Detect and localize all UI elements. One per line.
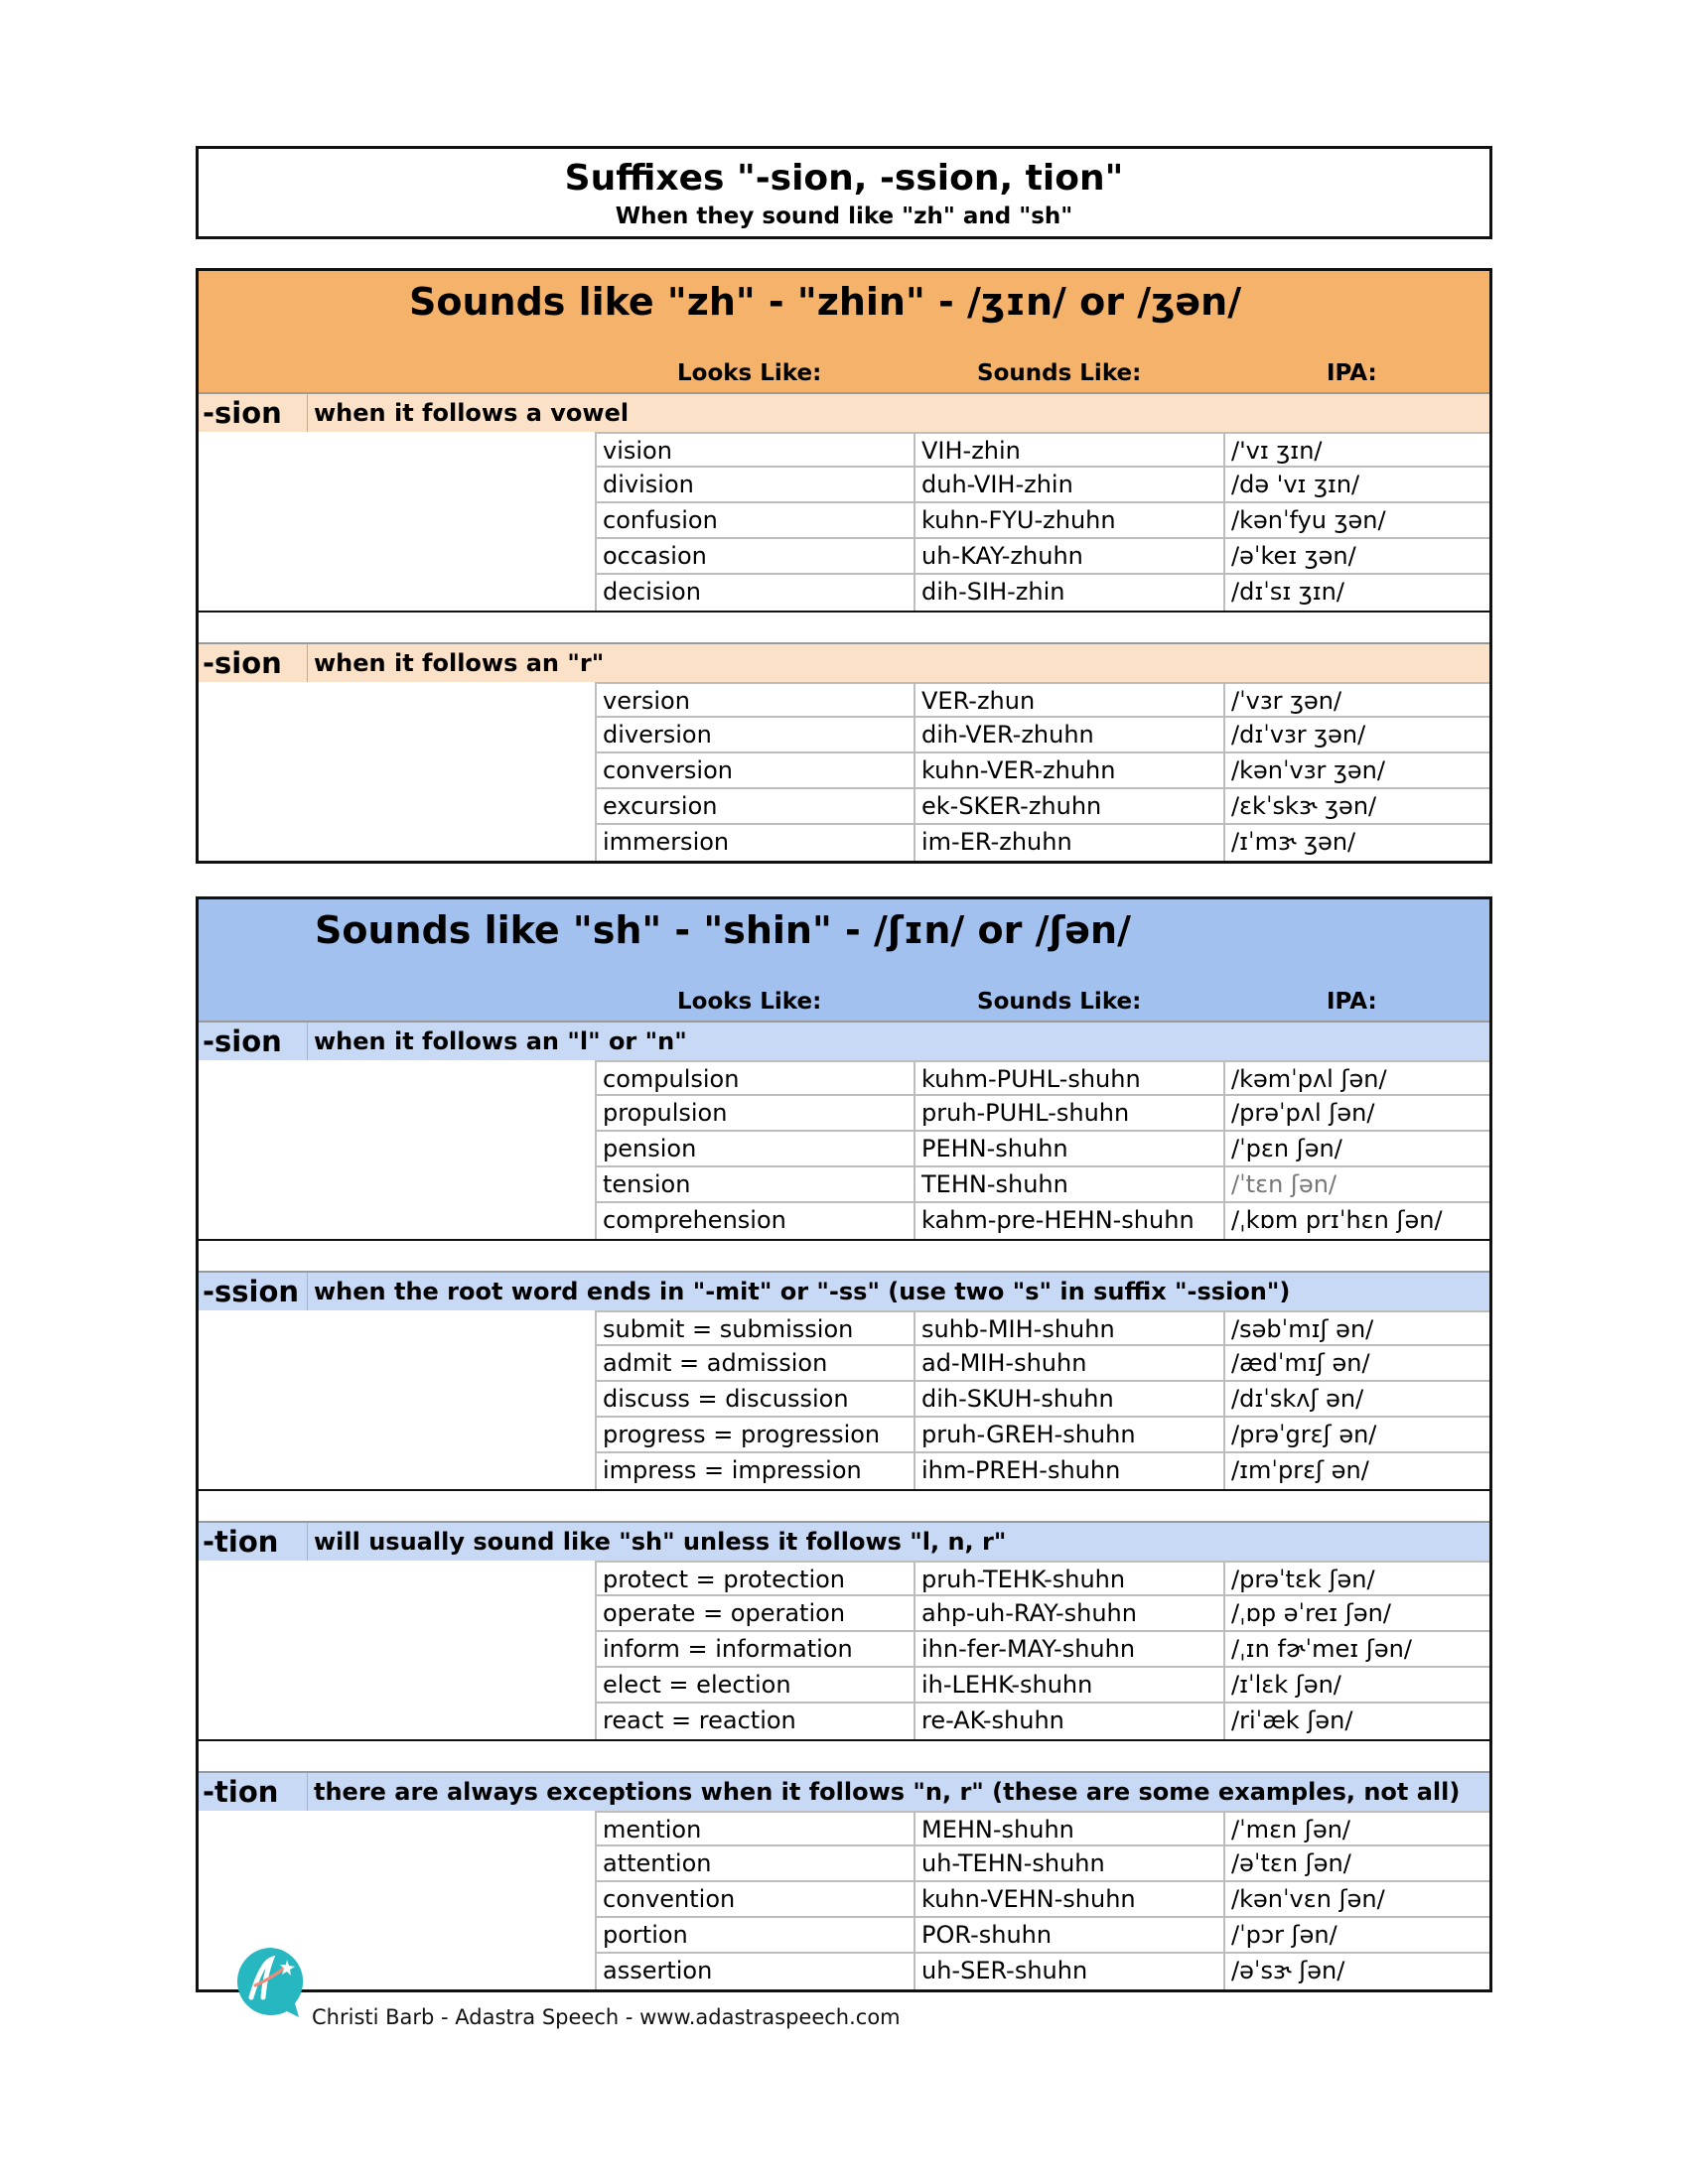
looks-like-cell: submit = submission	[595, 1310, 914, 1346]
looks-like-cell: decision	[595, 575, 914, 611]
column-header-ipa: IPA:	[1327, 360, 1377, 386]
sounds-like-cell: uh-TEHN-shuhn	[914, 1846, 1223, 1882]
looks-like-cell: operate = operation	[595, 1596, 914, 1632]
table-row	[199, 1954, 1489, 1989]
zh-table-header	[199, 271, 1489, 392]
section-rule: when the root word ends in "-mit" or "-ss" (use two "s" in suffix "-ssion")	[314, 1278, 1291, 1305]
table-row	[199, 1096, 1489, 1132]
section-rule: when it follows a vowel	[314, 399, 630, 427]
sounds-like-cell: uh-KAY-zhuhn	[914, 539, 1223, 575]
looks-like-cell: compulsion	[595, 1060, 914, 1096]
section-header	[199, 1771, 1489, 1811]
section-divider	[199, 611, 1489, 642]
column-headers	[199, 354, 1489, 392]
looks-like-cell: portion	[595, 1918, 914, 1954]
looks-like-cell: comprehension	[595, 1203, 914, 1239]
ipa-cell: /'vɪ ʒɪn/	[1223, 432, 1489, 468]
looks-like-cell: impress = impression	[595, 1453, 914, 1489]
ipa-cell: /ˌkɒm prɪˈhɛn ʃən/	[1223, 1203, 1489, 1239]
sounds-like-cell: ih-LEHK-shuhn	[914, 1668, 1223, 1704]
sounds-like-cell: VIH-zhin	[914, 432, 1223, 468]
table-row	[199, 468, 1489, 503]
sounds-like-cell: re-AK-shuhn	[914, 1704, 1223, 1739]
table-row	[199, 1346, 1489, 1382]
entry-list	[199, 1310, 1489, 1489]
looks-like-cell: propulsion	[595, 1096, 914, 1132]
table-row	[199, 1882, 1489, 1918]
ipa-cell: /ɪˈlɛk ʃən/	[1223, 1668, 1489, 1704]
looks-like-cell: confusion	[595, 503, 914, 539]
zh-sound-table	[196, 268, 1492, 864]
sounds-like-cell: dih-SKUH-shuhn	[914, 1382, 1223, 1418]
table-row	[199, 1668, 1489, 1704]
sounds-like-cell: duh-VIH-zhin	[914, 468, 1223, 503]
section-divider	[199, 1739, 1489, 1771]
sounds-like-cell: ahp-uh-RAY-shuhn	[914, 1596, 1223, 1632]
ipa-cell: /əˈtɛn ʃən/	[1223, 1846, 1489, 1882]
sh-table-header	[199, 899, 1489, 1021]
looks-like-cell: attention	[595, 1846, 914, 1882]
sounds-like-cell: dih-SIH-zhin	[914, 575, 1223, 611]
section-divider	[199, 1239, 1489, 1271]
sounds-like-cell: kuhm-PUHL-shuhn	[914, 1060, 1223, 1096]
looks-like-cell: mention	[595, 1811, 914, 1846]
sh-table-title: Sounds like "sh" - "shin" - /ʃɪn/ or /ʃən/	[315, 908, 1131, 952]
table-row	[199, 1632, 1489, 1668]
table-row	[199, 1132, 1489, 1167]
table-row	[199, 1846, 1489, 1882]
sounds-like-cell: pruh-PUHL-shuhn	[914, 1096, 1223, 1132]
looks-like-cell: convention	[595, 1882, 914, 1918]
looks-like-cell: diversion	[595, 718, 914, 753]
ipa-cell: /əˈsɝ ʃən/	[1223, 1954, 1489, 1989]
table-row	[199, 825, 1489, 861]
ipa-cell: /dɪˈsɪ ʒɪn/	[1223, 575, 1489, 611]
looks-like-cell: pension	[595, 1132, 914, 1167]
sounds-like-cell: ihm-PREH-shuhn	[914, 1453, 1223, 1489]
entry-list	[199, 432, 1489, 611]
looks-like-cell: vision	[595, 432, 914, 468]
section-suffix-label: -sion	[199, 1023, 308, 1060]
ipa-cell: /ˈpɛn ʃən/	[1223, 1132, 1489, 1167]
sounds-like-cell: pruh-GREH-shuhn	[914, 1418, 1223, 1453]
table-row	[199, 1918, 1489, 1954]
table-row	[199, 1203, 1489, 1239]
ipa-cell: /kənˈvɜr ʒən/	[1223, 753, 1489, 789]
column-header-looks: Looks Like:	[677, 360, 822, 386]
entry-list	[199, 682, 1489, 861]
zh-table-title: Sounds like "zh" - "zhin" - /ʒɪn/ or /ʒən/	[409, 280, 1242, 324]
section-divider	[199, 1489, 1489, 1521]
column-header-looks: Looks Like:	[677, 989, 822, 1015]
section-header	[199, 642, 1489, 682]
column-header-ipa: IPA:	[1327, 989, 1377, 1015]
section-header	[199, 1021, 1489, 1060]
sounds-like-cell: POR-shuhn	[914, 1918, 1223, 1954]
section-suffix-label: -sion	[199, 394, 308, 432]
ipa-cell: /ˌɒp əˈreɪ ʃən/	[1223, 1596, 1489, 1632]
sounds-like-cell: kuhn-VER-zhuhn	[914, 753, 1223, 789]
sounds-like-cell: dih-VER-zhuhn	[914, 718, 1223, 753]
entry-list	[199, 1561, 1489, 1739]
ipa-cell: /ædˈmɪʃ ən/	[1223, 1346, 1489, 1382]
ipa-cell: /prəˈgrɛʃ ən/	[1223, 1418, 1489, 1453]
section-header	[199, 392, 1489, 432]
sounds-like-cell: ad-MIH-shuhn	[914, 1346, 1223, 1382]
section-rule: there are always exceptions when it follows "n, r" (these are some examples, not all)	[314, 1778, 1461, 1806]
looks-like-cell: elect = election	[595, 1668, 914, 1704]
table-row	[199, 1561, 1489, 1596]
ipa-cell: /kəmˈpʌl ʃən/	[1223, 1060, 1489, 1096]
section-rule: will usually sound like "sh" unless it follows "l, n, r"	[314, 1528, 1007, 1556]
table-row	[199, 503, 1489, 539]
section-suffix-label: -sion	[199, 644, 308, 682]
sounds-like-cell: ek-SKER-zhuhn	[914, 789, 1223, 825]
sounds-like-cell: kuhn-FYU-zhuhn	[914, 503, 1223, 539]
table-row	[199, 432, 1489, 468]
section-rule: when it follows an "r"	[314, 649, 605, 677]
looks-like-cell: tension	[595, 1167, 914, 1203]
section-suffix-label: -tion	[199, 1523, 308, 1561]
section-suffix-label: -tion	[199, 1773, 308, 1811]
sounds-like-cell: uh-SER-shuhn	[914, 1954, 1223, 1989]
looks-like-cell: immersion	[595, 825, 914, 861]
ipa-cell: /dɪˈvɜr ʒən/	[1223, 718, 1489, 753]
sh-sound-table	[196, 896, 1492, 1992]
page-subtitle: When they sound like "zh" and "sh"	[615, 204, 1073, 229]
table-row	[199, 1704, 1489, 1739]
ipa-cell: /ˈtɛn ʃən/	[1223, 1167, 1489, 1203]
ipa-cell: /riˈæk ʃən/	[1223, 1704, 1489, 1739]
looks-like-cell: discuss = discussion	[595, 1382, 914, 1418]
sounds-like-cell: pruh-TEHK-shuhn	[914, 1561, 1223, 1596]
adastra-logo-icon	[235, 1946, 307, 2017]
ipa-cell: /ɪmˈprɛʃ ən/	[1223, 1453, 1489, 1489]
looks-like-cell: excursion	[595, 789, 914, 825]
sounds-like-cell: ihn-fer-MAY-shuhn	[914, 1632, 1223, 1668]
ipa-cell: /dɪˈskʌʃ ən/	[1223, 1382, 1489, 1418]
table-row	[199, 1418, 1489, 1453]
ipa-cell: /kənˈvɛn ʃən/	[1223, 1882, 1489, 1918]
table-row	[199, 1310, 1489, 1346]
table-row	[199, 1596, 1489, 1632]
looks-like-cell: conversion	[595, 753, 914, 789]
entry-list	[199, 1060, 1489, 1239]
sounds-like-cell: TEHN-shuhn	[914, 1167, 1223, 1203]
page-title: Suffixes "-sion, -ssion, tion"	[564, 158, 1124, 199]
looks-like-cell: version	[595, 682, 914, 718]
ipa-cell: /ˈpɔr ʃən/	[1223, 1918, 1489, 1954]
entry-list	[199, 1811, 1489, 1989]
column-headers	[199, 983, 1489, 1021]
looks-like-cell: admit = admission	[595, 1346, 914, 1382]
looks-like-cell: occasion	[595, 539, 914, 575]
ipa-cell: /ˌɪn fɚˈmeɪ ʃən/	[1223, 1632, 1489, 1668]
section-header	[199, 1521, 1489, 1561]
table-row	[199, 575, 1489, 611]
sounds-like-cell: VER-zhun	[914, 682, 1223, 718]
ipa-cell: /də 'vɪ ʒɪn/	[1223, 468, 1489, 503]
section-header	[199, 1271, 1489, 1310]
table-row	[199, 789, 1489, 825]
sounds-like-cell: im-ER-zhuhn	[914, 825, 1223, 861]
table-row	[199, 682, 1489, 718]
looks-like-cell: assertion	[595, 1954, 914, 1989]
table-row	[199, 1811, 1489, 1846]
section-suffix-label: -ssion	[199, 1273, 308, 1310]
table-row	[199, 753, 1489, 789]
ipa-cell: /prəˈtɛk ʃən/	[1223, 1561, 1489, 1596]
sounds-like-cell: MEHN-shuhn	[914, 1811, 1223, 1846]
ipa-cell: /ˈmɛn ʃən/	[1223, 1811, 1489, 1846]
table-row	[199, 1167, 1489, 1203]
looks-like-cell: division	[595, 468, 914, 503]
ipa-cell: /ɪˈmɝ ʒən/	[1223, 825, 1489, 861]
ipa-cell: /ɛkˈskɝ ʒən/	[1223, 789, 1489, 825]
ipa-cell: /əˈkeɪ ʒən/	[1223, 539, 1489, 575]
column-header-sounds: Sounds Like:	[977, 989, 1142, 1015]
table-row	[199, 1382, 1489, 1418]
sounds-like-cell: kuhn-VEHN-shuhn	[914, 1882, 1223, 1918]
table-row	[199, 539, 1489, 575]
sounds-like-cell: PEHN-shuhn	[914, 1132, 1223, 1167]
sounds-like-cell: kahm-pre-HEHN-shuhn	[914, 1203, 1223, 1239]
column-header-sounds: Sounds Like:	[977, 360, 1142, 386]
looks-like-cell: react = reaction	[595, 1704, 914, 1739]
title-box	[196, 146, 1492, 239]
ipa-cell: /ˈvɜr ʒən/	[1223, 682, 1489, 718]
section-rule: when it follows an "l" or "n"	[314, 1027, 687, 1055]
footer-credit: Christi Barb - Adastra Speech - www.adastraspeech.com	[312, 2005, 901, 2029]
ipa-cell: /səbˈmɪʃ ən/	[1223, 1310, 1489, 1346]
looks-like-cell: inform = information	[595, 1632, 914, 1668]
table-row	[199, 1060, 1489, 1096]
looks-like-cell: progress = progression	[595, 1418, 914, 1453]
table-row	[199, 718, 1489, 753]
ipa-cell: /prəˈpʌl ʃən/	[1223, 1096, 1489, 1132]
ipa-cell: /kənˈfyu ʒən/	[1223, 503, 1489, 539]
looks-like-cell: protect = protection	[595, 1561, 914, 1596]
table-row	[199, 1453, 1489, 1489]
sounds-like-cell: suhb-MIH-shuhn	[914, 1310, 1223, 1346]
